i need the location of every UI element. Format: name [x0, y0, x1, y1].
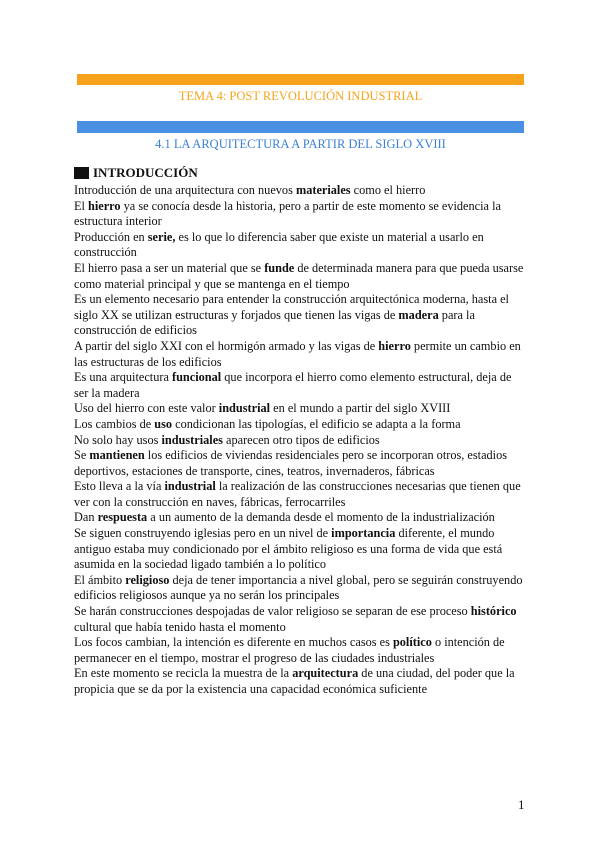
paragraph-text: Los focos cambian, la intención es diferente en muchos casos es — [74, 635, 393, 650]
paragraph-text: la realización de las construcciones necesarias que tienen que ver con la construcción en naves, fábricas, ferrocarriles — [74, 479, 521, 509]
paragraph — [74, 292, 526, 339]
paragraph — [74, 635, 526, 666]
paragraph-text: No solo hay usos — [74, 432, 162, 447]
paragraph — [74, 573, 526, 604]
paragraph-text: como el hierro — [350, 183, 426, 197]
paragraph-text: de una ciudad, del poder que la propicia que se da por la existencia una capacidad económica suficiente — [74, 666, 515, 696]
paragraph-text: que incorpora el hierro como elemento estructural, deja de ser la madera — [74, 370, 512, 400]
subtema-title: 4.1 LA ARQUITECTURA A PARTIR DEL SIGLO XVIII — [155, 137, 446, 151]
keyword: uso — [154, 416, 173, 431]
paragraph-text: Esto lleva a la vía — [74, 479, 165, 494]
paragraph-text: deja de tener importancia a nivel global, pero se seguirán construyendo edificios religiosos aunque ya no serán los principales — [74, 572, 523, 603]
paragraph-text: para la construcción de edificios — [74, 307, 475, 338]
paragraph-text: o intención de permanecer en el tiempo, mostrar el progreso de las ciudades industriales — [74, 635, 505, 665]
paragraph-text: diferente, el mundo antiguo estaba muy condicionado por el ámbito religioso es una forma de vida que está asumida en la sociedad ligado también a lo político — [74, 526, 503, 572]
paragraph-text: permite un cambio en las estructuras de los edificios — [74, 338, 521, 369]
section-title: INTRODUCCIÓN — [93, 165, 198, 180]
keyword: hierro — [88, 198, 121, 213]
keyword: industrial — [218, 401, 271, 416]
paragraph-text: Producción en — [74, 229, 148, 244]
paragraph — [74, 199, 526, 230]
paragraph-text: a un aumento de la demanda desde el momento de la industrialización — [147, 510, 495, 525]
paragraph-text: Dan — [74, 510, 98, 525]
paragraph-text: El hierro pasa a ser un material que se — [74, 260, 265, 275]
paragraph-text: cultural que había tenido hasta el momento — [74, 619, 286, 634]
paragraph — [74, 230, 526, 261]
paragraph-text: ya se conocía desde la historia, pero a partir de este momento se evidencia la estructura interior — [74, 198, 501, 229]
paragraph-text: Se harán construcciones despojadas de valor religioso se separan de ese proceso — [74, 604, 471, 619]
paragraph — [74, 510, 526, 526]
paragraph-text: Uso del hierro con este valor — [74, 401, 219, 416]
paragraph — [74, 370, 526, 401]
paragraph-text: es lo que lo diferencia saber que existe un material a usarlo en construcción — [74, 229, 484, 260]
keyword: materiales — [295, 183, 351, 197]
keyword: religioso — [125, 572, 170, 587]
keyword: político — [392, 635, 432, 650]
paragraph — [74, 604, 526, 635]
paragraph — [74, 183, 526, 199]
paragraph — [74, 401, 526, 417]
paragraph — [74, 666, 526, 697]
paragraph-text: en el mundo a partir del siglo XVIII — [270, 401, 451, 416]
paragraph — [74, 433, 526, 449]
paragraph — [74, 448, 526, 479]
keyword: histórico — [470, 604, 517, 619]
paragraph-text: los edificios de viviendas residenciales pero se incorporan otros, estadios deportivos, estaciones de transporte, cines, teatros, invernaderos, fábricas — [74, 448, 508, 478]
keyword: funde — [264, 260, 295, 275]
tema-title: TEMA 4: POST REVOLUCIÓN INDUSTRIAL — [178, 89, 423, 103]
paragraph — [74, 526, 526, 573]
paragraph-text: Se — [74, 448, 90, 463]
keyword: arquitectura — [292, 666, 359, 681]
paragraph-text: En este momento se recicla la muestra de la — [74, 666, 293, 681]
subtema-color-bar — [77, 121, 524, 133]
keyword: hierro — [378, 338, 411, 353]
paragraph — [74, 261, 526, 292]
keyword: madera — [398, 307, 439, 322]
paragraph-text: Es una arquitectura — [74, 370, 172, 385]
paragraph — [74, 339, 526, 370]
keyword: industriales — [161, 432, 223, 447]
paragraph-text: A partir del siglo XXI con el hormigón armado y las vigas de — [74, 338, 379, 353]
keyword: funcional — [172, 370, 222, 385]
paragraph — [74, 417, 526, 433]
paragraph-text: El — [74, 198, 89, 213]
paragraph-text: Los cambios de — [74, 416, 155, 431]
keyword: mantienen — [89, 448, 145, 463]
paragraph-text: condicionan las tipologías, el edificio se adapta a la forma — [172, 416, 461, 431]
keyword: serie, — [147, 229, 176, 244]
keyword: importancia — [331, 526, 396, 541]
paragraph-text: aparecen otro tipos de edificios — [222, 432, 380, 447]
section-heading — [74, 165, 198, 181]
black-square-icon — [74, 167, 89, 179]
paragraph-text: El ámbito — [74, 572, 126, 587]
keyword: respuesta — [97, 510, 148, 525]
page-number: 1 — [518, 797, 525, 812]
document-body — [74, 183, 526, 698]
paragraph-text: Es un elemento necesario para entender la construcción arquitectónica moderna, hasta el siglo XX se utilizan estructuras y forjados que tienen las vigas de — [74, 292, 509, 322]
paragraph-text: Introducción de una arquitectura con nuevos — [74, 183, 296, 197]
keyword: industrial — [164, 479, 216, 494]
paragraph-text: Se siguen construyendo iglesias pero en un nivel de — [74, 526, 332, 541]
paragraph — [74, 479, 526, 510]
paragraph-text: de determinada manera para que pueda usarse como material principal y que se mantenga en el tiempo — [74, 260, 524, 291]
tema-color-bar — [77, 74, 524, 85]
